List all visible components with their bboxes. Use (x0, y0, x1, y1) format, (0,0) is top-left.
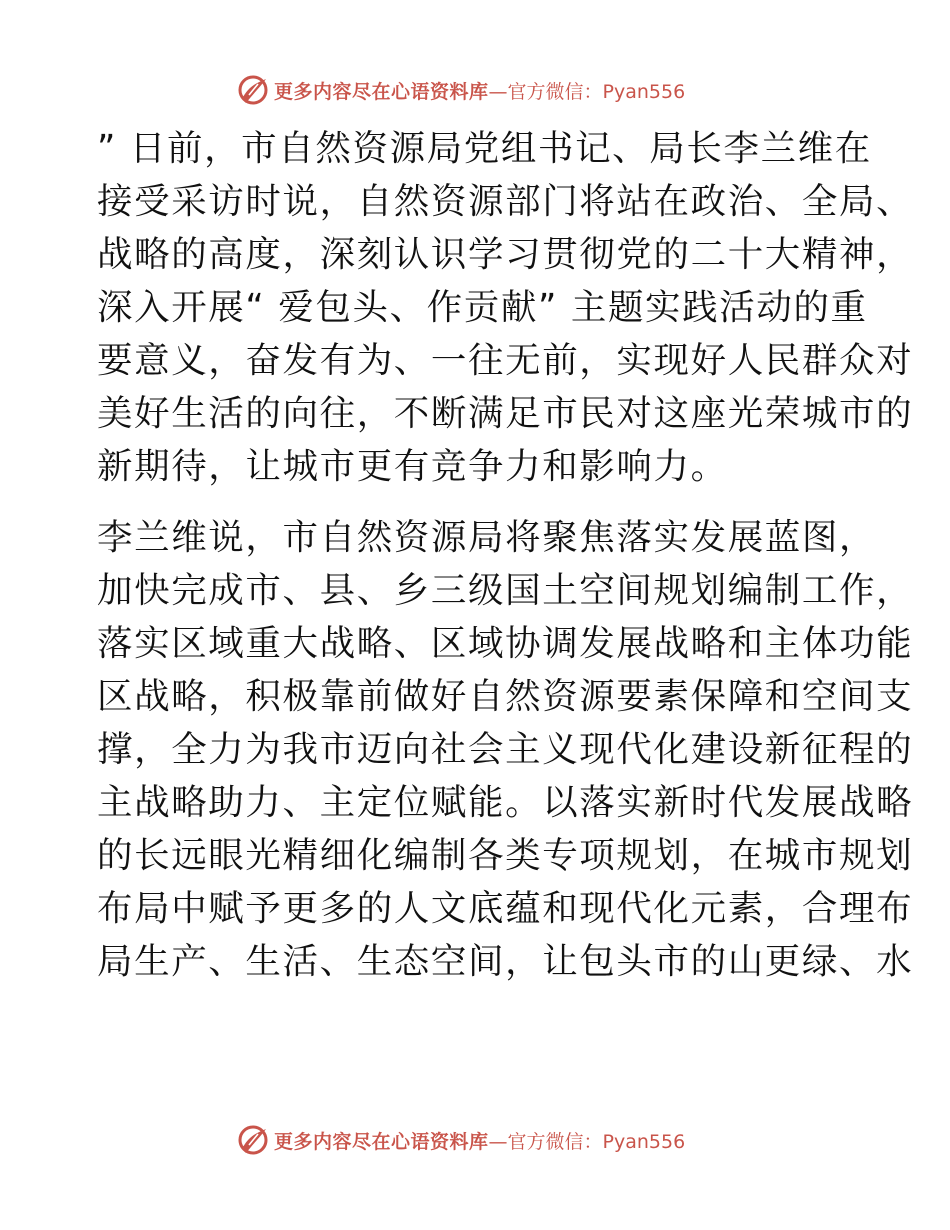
text-line: 加快完成市、县、乡三级国土空间规划编制工作， (97, 570, 914, 611)
paragraph-1 (97, 122, 914, 493)
footer-banner (236, 1120, 685, 1160)
paragraph-gap (97, 493, 857, 511)
text-line: 主战略助力、主定位赋能。以落实新时代发展战略 (97, 782, 914, 823)
paragraph-2 (97, 511, 914, 988)
text-line: 局生产、生活、生态空间，让包头市的山更绿、水 (97, 941, 914, 982)
header-banner (236, 70, 685, 110)
article-body (97, 122, 914, 988)
text-line: 接受采访时说，自然资源部门将站在政治、全局、 (97, 181, 914, 222)
text-line: ” 日前，市自然资源局党组书记、局长李兰维在 (97, 128, 872, 169)
text-line: 美好生活的向往，不断满足市民对这座光荣城市的 (97, 393, 914, 434)
banner-title: 更多内容尽在心语资料库 (274, 1130, 489, 1153)
banner-wechat: —官方微信：Pyan556 (488, 1130, 686, 1153)
banner-title: 更多内容尽在心语资料库 (274, 80, 489, 103)
text-line: 撑，全力为我市迈向社会主义现代化建设新征程的 (97, 729, 914, 770)
banner-wechat: —官方微信：Pyan556 (488, 80, 686, 103)
text-line: 布局中赋予更多的人文底蕴和现代化元素，合理布 (97, 888, 914, 929)
text-line: 落实区域重大战略、区域协调发展战略和主体功能 (97, 623, 914, 664)
text-line: 新期待，让城市更有竞争力和影响力。 (97, 446, 728, 487)
red-ribbon-logo-icon (236, 73, 270, 107)
text-line: 的长远眼光精细化编制各类专项规划，在城市规划 (97, 835, 914, 876)
text-line: 区战略，积极靠前做好自然资源要素保障和空间支 (97, 676, 914, 717)
red-ribbon-logo-icon (236, 1123, 270, 1157)
text-line: 李兰维说，市自然资源局将聚焦落实发展蓝图， (97, 517, 877, 558)
text-line: 深入开展“ 爱包头、作贡献” 主题实践活动的重 (97, 287, 868, 328)
text-line: 要意义，奋发有为、一往无前，实现好人民群众对 (97, 340, 914, 381)
text-line: 战略的高度，深刻认识学习贯彻党的二十大精神， (97, 234, 914, 275)
